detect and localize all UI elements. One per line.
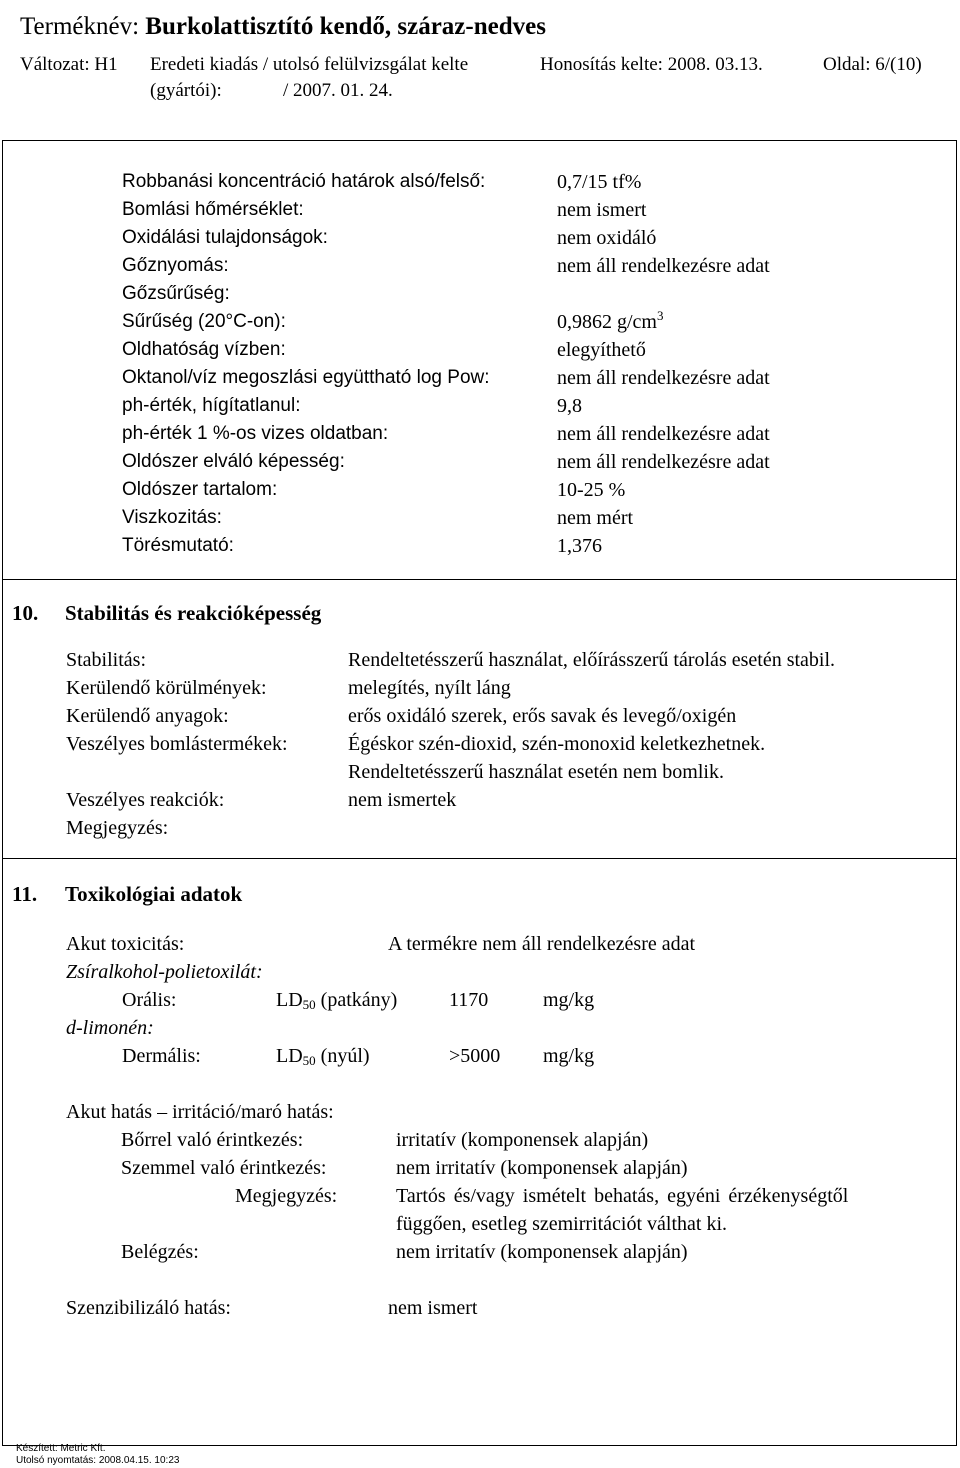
prop-label: Oldhatóság vízben: xyxy=(122,339,286,360)
prop-value: 1,376 xyxy=(557,535,602,557)
product-label: Terméknév: xyxy=(20,13,140,40)
note-value-2: függően, esetleg szemirritációt válthat ki. xyxy=(396,1213,727,1235)
version: Változat: H1 xyxy=(20,54,118,75)
note-label: Megjegyzés: xyxy=(235,1185,338,1207)
prop-value: 10-25 % xyxy=(557,479,626,501)
dermal-value: >5000 xyxy=(449,1045,501,1067)
dermal-ld-sub: 50 xyxy=(302,1053,316,1068)
section-10-title: Stabilitás és reakcióképesség xyxy=(65,601,322,625)
decomposition-value-2: Rendeltetésszerű használat esetén nem bomlik. xyxy=(348,761,724,783)
section-divider xyxy=(2,858,957,859)
section-10-number: 10. xyxy=(12,601,39,625)
oral-ld-text: LD xyxy=(276,989,303,1011)
skin-value: irritatív (komponensek alapján) xyxy=(396,1129,649,1151)
density-value: 0,9862 g/cm xyxy=(557,311,657,333)
prop-value: 0,7/15 tf% xyxy=(557,171,642,193)
page-number: Oldal: 6/(10) xyxy=(823,54,922,75)
stability-label: Stabilitás: xyxy=(66,649,146,671)
edition-label: Eredeti kiadás / utolsó felülvizsgálat kelte xyxy=(150,54,469,75)
oral-unit: mg/kg xyxy=(543,989,595,1011)
footer-printed: Utolsó nyomtatás: 2008.04.15. 10:23 xyxy=(16,1455,180,1466)
materials-label: Kerülendő anyagok: xyxy=(66,705,229,727)
oral-ld xyxy=(276,990,397,1010)
oral-ld-sub: 50 xyxy=(302,997,316,1012)
edition-date: / 2007. 01. 24. xyxy=(283,80,393,101)
prop-label: Bomlási hőmérséklet: xyxy=(122,199,304,220)
section-11-number: 11. xyxy=(12,882,38,906)
prop-value: nem oxidáló xyxy=(557,227,657,249)
reactions-value: nem ismertek xyxy=(348,789,457,811)
dermal-species: (nyúl) xyxy=(320,1045,370,1067)
prop-value-density xyxy=(557,308,664,333)
eye-value: nem irritatív (komponensek alapján) xyxy=(396,1157,688,1179)
prop-label: Gőznyomás: xyxy=(122,255,229,276)
inhalation-label: Belégzés: xyxy=(121,1241,199,1263)
reactions-label: Veszélyes reakciók: xyxy=(66,789,225,811)
stability-value: Rendeltetésszerű használat, előírásszerű tárolás esetén stabil. xyxy=(348,649,836,671)
product-name: Burkolattisztító kendő, száraz-nedves xyxy=(145,13,546,40)
prop-label: Viszkozitás: xyxy=(122,507,222,528)
dermal-ld-text: LD xyxy=(276,1045,303,1067)
prop-value: elegyíthető xyxy=(557,339,646,361)
prop-label: Oktanol/víz megoszlási együttható log Pow: xyxy=(122,367,490,388)
sensitization-label: Szenzibilizáló hatás: xyxy=(66,1297,231,1319)
prop-value: nem áll rendelkezésre adat xyxy=(557,423,770,445)
note-value-1: Tartós és/vagy ismételt behatás, egyéni érzékenységtől xyxy=(396,1185,849,1207)
decomposition-value: Égéskor szén-dioxid, szén-monoxid keletkezhetnek. xyxy=(348,733,766,755)
acute-toxicity-value: A termékre nem áll rendelkezésre adat xyxy=(388,933,696,955)
prop-label: Robbanási koncentráció határok alsó/felső: xyxy=(122,171,486,192)
decomposition-label: Veszélyes bomlástermékek: xyxy=(66,733,288,755)
acute-effect-label: Akut hatás – irritáció/maró hatás: xyxy=(66,1101,334,1123)
oral-label: Orális: xyxy=(122,989,177,1011)
eye-label: Szemmel való érintkezés: xyxy=(121,1157,327,1179)
localization-date: Honosítás kelte: 2008. 03.13. xyxy=(540,54,763,75)
prop-label: Oxidálási tulajdonságok: xyxy=(122,227,328,248)
inhalation-value: nem irritatív (komponensek alapján) xyxy=(396,1241,688,1263)
density-exponent: 3 xyxy=(657,308,664,323)
conditions-label: Kerülendő körülmények: xyxy=(66,677,267,699)
sensitization-value: nem ismert xyxy=(388,1297,478,1319)
conditions-value: melegítés, nyílt láng xyxy=(348,677,511,699)
prop-label: Gőzsűrűség: xyxy=(122,283,230,304)
prop-value: 9,8 xyxy=(557,395,582,417)
dermal-unit: mg/kg xyxy=(543,1045,595,1067)
acute-toxicity-label: Akut toxicitás: xyxy=(66,933,185,955)
prop-value: nem áll rendelkezésre adat xyxy=(557,451,770,473)
dermal-label: Dermális: xyxy=(122,1045,201,1067)
dermal-ld xyxy=(276,1046,370,1066)
substance-2: d-limonén: xyxy=(66,1017,154,1039)
prop-label: Oldószer tartalom: xyxy=(122,479,278,500)
prop-label: ph-érték 1 %-os vizes oldatban: xyxy=(122,423,389,444)
substance-1: Zsíralkohol-polietoxilát: xyxy=(66,961,263,983)
section-divider xyxy=(2,579,957,580)
prop-label: Sűrűség (20°C-on): xyxy=(122,311,286,332)
remark-label: Megjegyzés: xyxy=(66,817,169,839)
prop-value: nem ismert xyxy=(557,199,647,221)
product-title xyxy=(20,13,546,41)
edition-label-2: (gyártói): xyxy=(150,80,222,101)
skin-label: Bőrrel való érintkezés: xyxy=(121,1129,304,1151)
prop-value: nem áll rendelkezésre adat xyxy=(557,255,770,277)
materials-value: erős oxidáló szerek, erős savak és levegő/oxigén xyxy=(348,705,737,727)
prop-label: Törésmutató: xyxy=(122,535,234,556)
section-11-title: Toxikológiai adatok xyxy=(65,882,243,906)
footer-prepared: Készített: Metric Kft. xyxy=(16,1443,106,1454)
prop-label: Oldószer elváló képesség: xyxy=(122,451,345,472)
prop-value: nem áll rendelkezésre adat xyxy=(557,367,770,389)
oral-species: (patkány) xyxy=(320,989,398,1011)
oral-value: 1170 xyxy=(449,989,489,1011)
prop-label: ph-érték, hígítatlanul: xyxy=(122,395,301,416)
prop-value: nem mért xyxy=(557,507,634,529)
